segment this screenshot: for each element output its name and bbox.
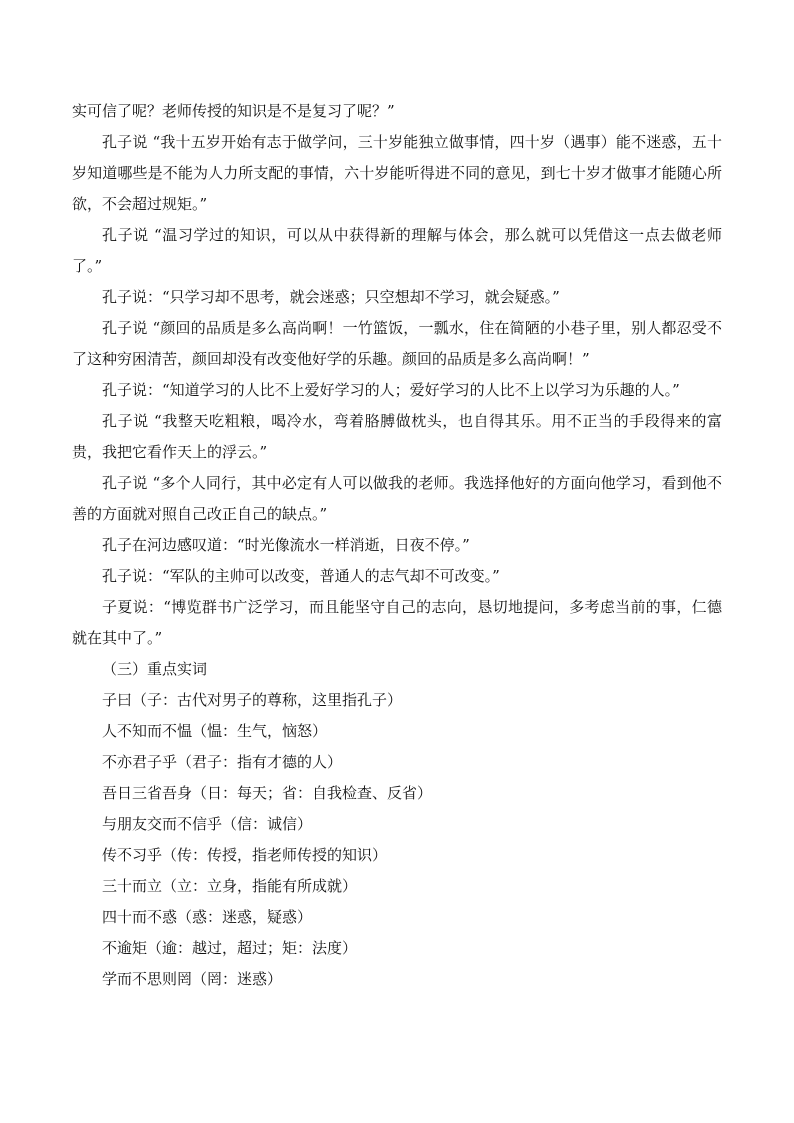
vocab-list (72, 685, 722, 995)
vocab-item: 与朋友交而不信乎（信：诚信） (102, 815, 313, 833)
paragraph-6: 孔子说 “我整天吃粗粮，喝冷水，弯着胳膊做枕头，也自得其乐。用不正当的手段得来的富贵，我把它看作天上的浮云。” (72, 412, 722, 461)
vocab-item: 人不知而不愠（愠：生气，恼怒） (102, 722, 328, 740)
paragraph-10: 子夏说：“博览群书广泛学习，而且能坚守自己的志向，恳切地提问，多考虑当前的事，仁德就在其中了。” (72, 598, 722, 647)
paragraph-7: 孔子说 “多个人同行，其中必定有人可以做我的老师。我选择他好的方面向他学习，看到他不善的方面就对照自己改正自己的缺点。” (72, 474, 722, 523)
document-body (72, 96, 722, 995)
vocab-item: 子曰（子：古代对男子的尊称，这里指孔子） (102, 691, 403, 709)
vocab-item: 不亦君子乎（君子：指有才德的人） (102, 753, 343, 771)
vocab-item: 四十而不惑（惑：迷惑，疑惑） (102, 908, 313, 926)
paragraph-2: 孔子说 “温习学过的知识，可以从中获得新的理解与体会，那么就可以凭借这一点去做老师了。” (72, 226, 722, 275)
paragraph-8: 孔子在河边感叹道：“时光像流水一样消逝，日夜不停。” (102, 536, 470, 554)
vocab-item: 传不习乎（传：传授，指老师传授的知识） (102, 846, 388, 864)
paragraph-3: 孔子说：“只学习却不思考，就会迷惑；只空想却不学习，就会疑惑。” (102, 288, 560, 306)
paragraph-1: 孔子说 “我十五岁开始有志于做学问，三十岁能独立做事情，四十岁（遇事）能不迷惑，五十岁知道哪些是不能为人力所支配的事情，六十岁能听得进不同的意见，到七十岁才做事才能随心所欲，不会超过规矩。” (72, 133, 722, 213)
vocab-item: 不逾矩（逾：越过，超过；矩：法度） (102, 939, 358, 957)
vocab-item: 吾日三省吾身（日：每天；省：自我检查、反省） (102, 784, 433, 802)
paragraph-5: 孔子说：“知道学习的人比不上爱好学习的人；爱好学习的人比不上以学习为乐趣的人。” (102, 381, 680, 399)
paragraph-0: 实可信了呢？老师传授的知识是不是复习了呢？” (72, 102, 395, 120)
vocab-item: 学而不思则罔（罔：迷惑） (102, 970, 283, 988)
paragraph-4: 孔子说 “颜回的品质是多么高尚啊！一竹篮饭，一瓢水，住在简陋的小巷子里，别人都忍受不了这种穷困清苦，颜回却没有改变他好学的乐趣。颜回的品质是多么高尚啊！” (72, 319, 722, 368)
paragraph-9: 孔子说：“军队的主帅可以改变，普通人的志气却不可改变。” (102, 567, 500, 585)
vocab-item: 三十而立（立：立身，指能有所成就） (102, 877, 358, 895)
section-heading: （三）重点实词 (102, 660, 208, 678)
